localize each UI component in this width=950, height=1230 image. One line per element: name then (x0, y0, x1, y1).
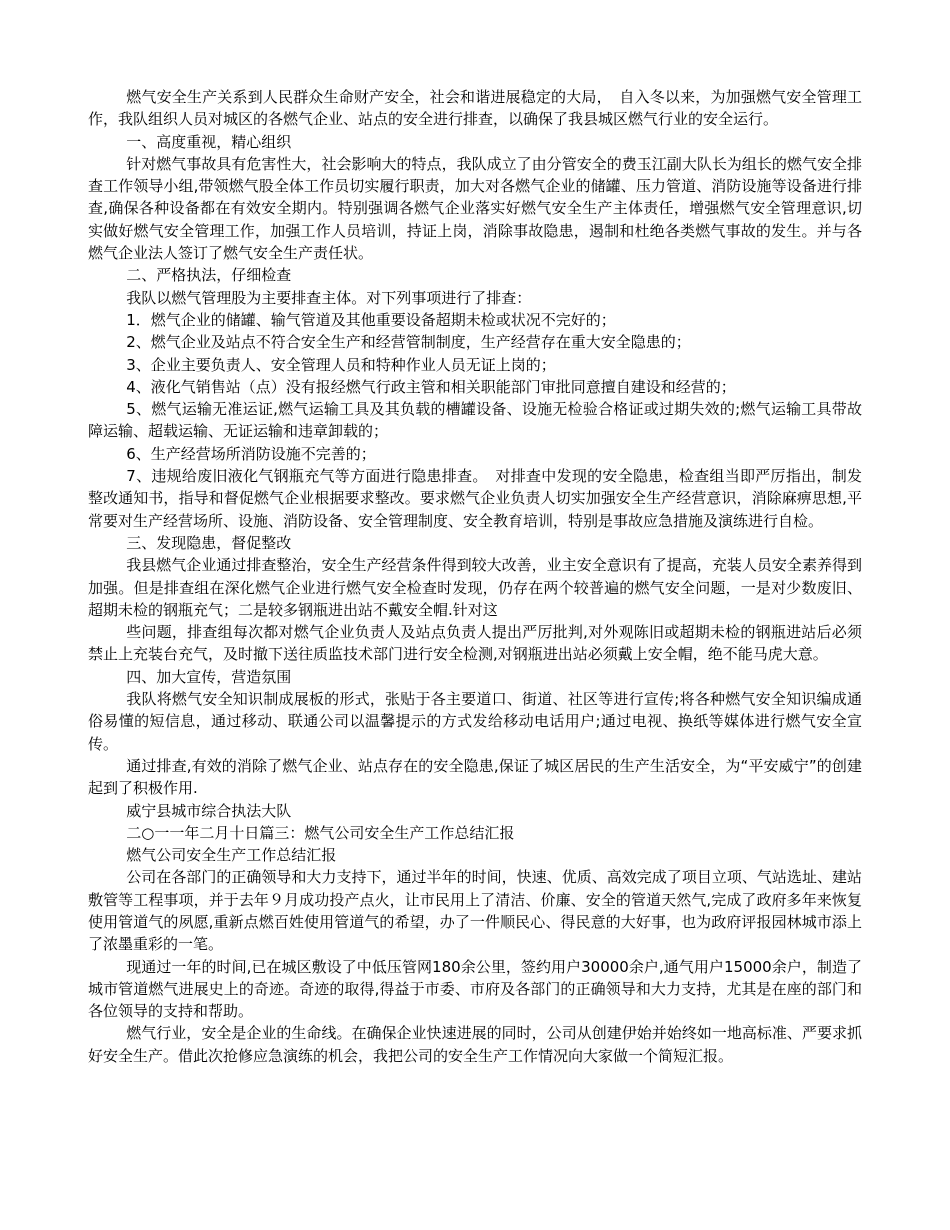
section-heading-4: 四、加大宣传，营造氛围 (126, 667, 292, 686)
paragraph: 我队以燃气管理股为主要排查主体。对下列事项进行了排查： (126, 288, 532, 307)
list-item: 2、燃气企业及站点不符合安全生产和经营管制制度，生产经营存在重大安全隐患的； (126, 333, 691, 352)
paragraph: 些问题，排查组每次都对燃气企业负责人及站点负责人提出严厉批判,对外观陈旧或超期未检的钢瓶进站后必须禁止上充装台充气，及时撤下送往质监技术部门进行安全检测,对钢瓶进出站必须戴上安全帽，绝不能马虎大意。 (88, 623, 862, 664)
section-heading-2: 二、严格执法，仔细检查 (126, 266, 292, 285)
paragraph: 通过排查,有效的消除了燃气企业、站点存在的安全隐患,保证了城区居民的生产生活安全，为“平安威宁”的创建起到了积极作用. (88, 756, 862, 798)
list-item: 3、企业主要负责人、安全管理人员和特种作业人员无证上岗的； (126, 355, 556, 374)
list-item: 1．燃气企业的储罐、输气管道及其他重要设备超期未检或状况不完好的； (126, 310, 616, 329)
paragraph-intro: 燃气安全生产关系到人民群众生命财产安全，社会和谐进展稳定的大局， 自入冬以来，为加强燃气安全管理工作，我队组织人员对城区的各燃气企业、站点的安全进行排查，以确保了我县城区燃气行业的安全运行。 (88, 88, 862, 129)
list-item: 7、违规给废旧液化气钢瓶充气等方面进行隐患排查。 对排查中发现的安全隐患，检查组当即严厉指出，制发整改通知书，指导和督促燃气企业根据要求整改。要求燃气企业负责人切实加强安全生产经营意识，消除麻痹思想,平常要对生产经营场所、设施、消防设备、安全管理制度、安全教育培训，特别是事故应急措施及演练进行自检。 (88, 467, 862, 530)
paragraph: 针对燃气事故具有危害性大，社会影响大的特点，我队成立了由分管安全的费玉江副大队长为组长的燃气安全排查工作领导小组,带领燃气股全体工作员切实履行职责，加大对各燃气企业的储罐、压力管道、消防设施等设备进行排查,确保各种设备都在有效安全期内。特别强调各燃气企业落实好燃气安全生产主体责任，增强燃气安全管理意识,切实做好燃气安全管理工作，加强工作人员培训，持证上岗，消除事故隐患，遏制和杜绝各类燃气事故的发生。并与各燃气企业法人签订了燃气安全生产责任状。 (88, 154, 862, 263)
list-item: 6、生产经营场所消防设施不完善的； (126, 444, 376, 463)
paragraph: 燃气行业，安全是企业的生命线。在确保企业快速进展的同时，公司从创建伊始并始终如一地高标准、严要求抓好安全生产。借此次抢修应急演练的机会，我把公司的安全生产工作情况向大家做一个简短汇报。 (88, 1024, 862, 1065)
paragraph: 我县燃气企业通过排查整治，安全生产经营条件得到较大改善，业主安全意识有了提高，充装人员安全素养得到加强。但是排查组在深化燃气企业进行燃气安全检查时发现，仍存在两个较普遍的燃气安全问题，一是对少数废旧、超期未检的钢瓶充气；二是较多钢瓶进出站不戴安全帽.针对这 (88, 556, 862, 619)
section-heading-3: 三、发现隐患，督促整改 (126, 533, 292, 552)
report-title: 燃气公司安全生产工作总结汇报 (126, 846, 337, 865)
date-and-part-title: 二○一一年二月十日篇三：燃气公司安全生产工作总结汇报 (126, 823, 515, 842)
paragraph: 公司在各部门的正确领导和大力支持下，通过半年的时间，快速、优质、高效完成了项目立项、气站选址、建站敷管等工程事项，并于去年９月成功投产点火，让市民用上了清洁、价廉、安全的管道天然气,完成了政府多年来恢复使用管道气的夙愿,重新点燃百姓使用管道气的希望，办了一件顺民心、得民意的大好事，也为政府评报园林城市添上了浓墨重彩的一笔。 (88, 868, 862, 954)
list-item: 5、燃气运输无准运证,燃气运输工具及其负载的槽罐设备、设施无检验合格证或过期失效的;燃气运输工具带故障运输、超载运输、无证运输和违章卸载的； (88, 400, 862, 441)
paragraph: 我队将燃气安全知识制成展板的形式，张贴于各主要道口、街道、社区等进行宣传;将各种燃气安全知识编成通俗易懂的短信息，通过移动、联通公司以温馨提示的方式发给移动电话用户;通过电视、换纸等媒体进行燃气安全宣传。 (88, 690, 862, 753)
signature-organization: 威宁县城市综合执法大队 (126, 801, 292, 820)
document-body (88, 86, 862, 1067)
section-heading-1: 一、高度重视，精心组织 (126, 132, 292, 151)
list-item: 4、液化气销售站（点）没有报经燃气行政主管和相关职能部门审批同意擅自建设和经营的； (126, 377, 736, 396)
paragraph: 现通过一年的时间,已在城区敷设了中低压管网180余公里，签约用户30000余户,通气用户15000余户，制造了城市管道燃气进展史上的奇迹。奇迹的取得,得益于市委、市府及各部门的正确领导和大力支持，尤其是在座的部门和各位领导的支持和帮助。 (88, 957, 862, 1021)
